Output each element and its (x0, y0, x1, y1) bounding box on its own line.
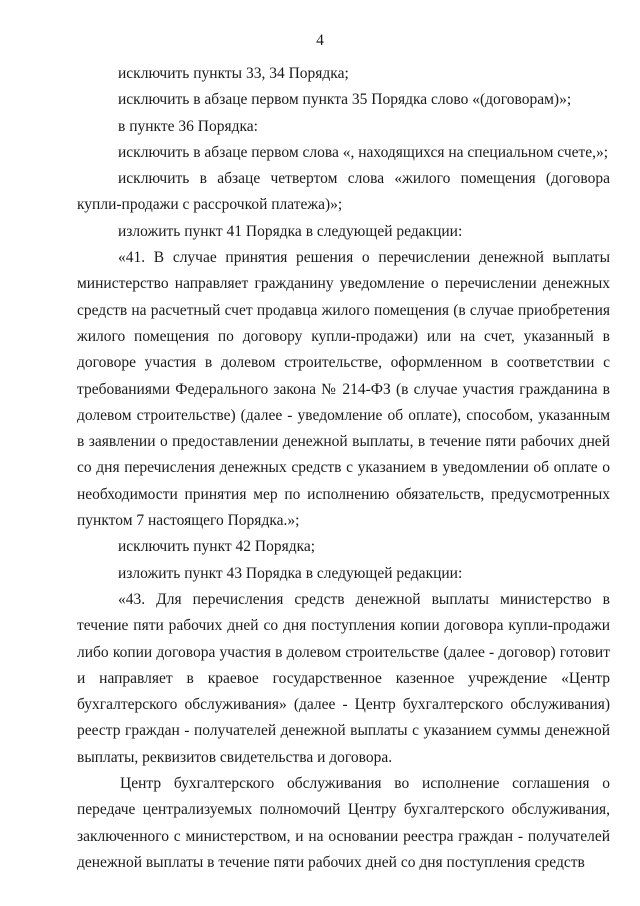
paragraph-exclude-item-42: исключить пункт 42 Порядка; (118, 538, 316, 556)
paragraph-item-41-intro: изложить пункт 41 Порядка в следующей редакции: (118, 222, 463, 240)
paragraph-item-41-text: «41. В случае принятия решения о перечислении денежной выплаты министерство направляет гражданину уведомление о перечислении денежных средств на расчетный счет продавца жилого помещения (в случае приобретения жилого помещения по договору купли-продажи) или на счет, указанный в договоре участия в долевом строительстве, оформленном в соответствии с требованиями Федерального закона № 214-ФЗ (в случае участия гражданина в долевом строительстве) (далее - уведомление об оплате), способом, указанным в заявлении о предоставлении денежной выплаты, в течение пяти рабочих дней со дня перечисления денежных средств с указанием в уведомлении об оплате о необходимости принятия мер по исполнению обязательств, предусмотренных пунктом 7 настоящего Порядка.»; (77, 249, 610, 530)
document-body (77, 61, 610, 876)
paragraph-item-43-intro: изложить пункт 43 Порядка в следующей редакции: (118, 564, 463, 582)
paragraph-item-36-intro: в пункте 36 Порядка: (118, 117, 258, 135)
paragraph-item-43-text: «43. Для перечисления средств денежной выплаты министерство в течение пяти рабочих дней со дня поступления копии договора купли-продажи либо копии договора участия в долевом строительстве (далее - договор) готовит и направляет в краевое государственное казенное учреждение «Центр бухгалтерского обслуживания» (далее - Центр бухгалтерского обслуживания) реестр граждан - получателей денежной выплаты с указанием суммы денежной выплаты, реквизитов свидетельства и договора. (77, 590, 610, 766)
paragraph-exclude-items-33-34: исключить пункты 33, 34 Порядка; (118, 65, 349, 82)
paragraph-accounting-center: Центр бухгалтерского обслуживания во исполнение соглашения о передаче централизуемых полномочий Центру бухгалтерского обслуживания, заключенного с министерством, и на основании реестра граждан - получателей денежной выплаты в течение пяти рабочих дней со дня поступления средств (77, 775, 610, 871)
page-number: 4 (316, 32, 324, 49)
paragraph-item-36-first-abzac: исключить в абзаце первом слова «, находящихся на специальном счете,»; (118, 143, 609, 161)
paragraph-item-36-fourth-abzac: исключить в абзаце четвертом слова «жилого помещения (договора купли-продажи с рассрочкой платежа)»; (77, 170, 610, 214)
paragraph-exclude-word-item-35: исключить в абзаце первом пункта 35 Порядка слово «(договорам)»; (118, 91, 572, 109)
